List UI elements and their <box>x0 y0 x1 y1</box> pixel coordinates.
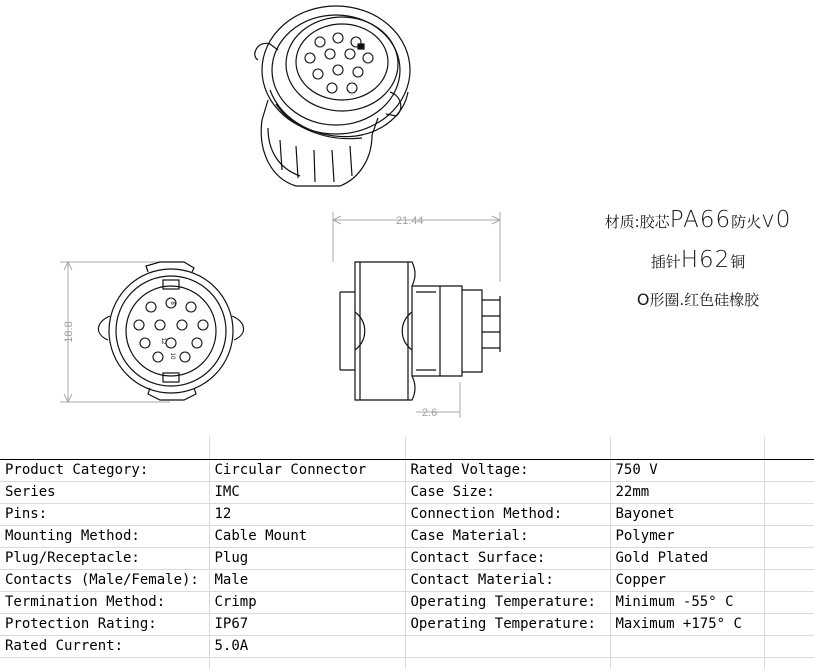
diameter-dimension-lines <box>60 262 170 402</box>
spec-label: Product Category: <box>0 459 209 481</box>
note-segment: 铜 <box>730 253 746 271</box>
spec-value <box>610 635 764 657</box>
spec-value: Copper <box>610 569 764 591</box>
spec-label: Operating Temperature: <box>405 613 610 635</box>
offset-dimension-label: 2.6 <box>422 407 438 419</box>
table-row <box>0 635 814 657</box>
spec-label: Rated Current: <box>0 635 209 657</box>
note-segment: 形圈.红色硅橡胶 <box>649 291 760 309</box>
table-row <box>0 569 814 591</box>
spec-value: Minimum -55° C <box>610 591 764 613</box>
side-connector-view <box>333 212 500 418</box>
table-row <box>0 547 814 569</box>
table-row <box>0 503 814 525</box>
note-segment: 防火 <box>731 213 762 231</box>
note-segment: H62 <box>680 247 731 273</box>
pin-label-center: 12 <box>160 337 166 345</box>
note-line <box>582 280 814 320</box>
spec-value: IP67 <box>209 613 405 635</box>
spec-value: 750 V <box>610 459 764 481</box>
note-line <box>582 240 814 280</box>
spec-label: Case Size: <box>405 481 610 503</box>
spec-value: Maximum +175° C <box>610 613 764 635</box>
spec-value: IMC <box>209 481 405 503</box>
table-empty-row <box>0 657 814 669</box>
spec-value: Bayonet <box>610 503 764 525</box>
spec-label: Mounting Method: <box>0 525 209 547</box>
table-row <box>0 459 814 481</box>
spec-value: Gold Plated <box>610 547 764 569</box>
spec-label: Case Material: <box>405 525 610 547</box>
table-row <box>0 591 814 613</box>
note-segment: PA66 <box>669 207 732 233</box>
spec-label: Operating Temperature: <box>405 591 610 613</box>
note-line <box>582 200 814 240</box>
table-row <box>0 613 814 635</box>
diameter-dimension-label: 18.8 <box>63 321 75 343</box>
note-segment: 插针 <box>650 253 681 271</box>
material-notes <box>582 200 814 320</box>
table-row <box>0 481 814 503</box>
table-row <box>0 525 814 547</box>
spec-label: Connection Method: <box>405 503 610 525</box>
spec-label: Protection Rating: <box>0 613 209 635</box>
front-connector-view <box>60 262 244 402</box>
spec-value: Crimp <box>209 591 405 613</box>
pin-label-lower: 10 <box>169 352 175 360</box>
length-dimension-label: 21.44 <box>396 215 424 227</box>
isometric-connector-view <box>255 6 410 186</box>
spec-value: Plug <box>209 547 405 569</box>
spec-value: 22mm <box>610 481 764 503</box>
note-segment: 材质:胶芯 <box>604 213 670 231</box>
spec-table <box>0 437 814 669</box>
spec-label: Termination Method: <box>0 591 209 613</box>
spec-label: Pins: <box>0 503 209 525</box>
spec-label: Plug/Receptacle: <box>0 547 209 569</box>
spec-label: Contact Surface: <box>405 547 610 569</box>
spec-label <box>405 635 610 657</box>
spec-value: Circular Connector <box>209 459 405 481</box>
spec-value: Male <box>209 569 405 591</box>
note-segment: v0 <box>761 207 792 233</box>
spec-value: Cable Mount <box>209 525 405 547</box>
spec-label: Series <box>0 481 209 503</box>
spec-value: Polymer <box>610 525 764 547</box>
table-header-spacer-row <box>0 437 814 459</box>
spec-value: 12 <box>209 503 405 525</box>
spec-value: 5.0A <box>209 635 405 657</box>
spec-label: Contact Material: <box>405 569 610 591</box>
note-segment: O <box>636 290 650 309</box>
pin-label-top: 8 <box>169 301 175 305</box>
spec-label: Contacts (Male/Female): <box>0 569 209 591</box>
spec-label: Rated Voltage: <box>405 459 610 481</box>
